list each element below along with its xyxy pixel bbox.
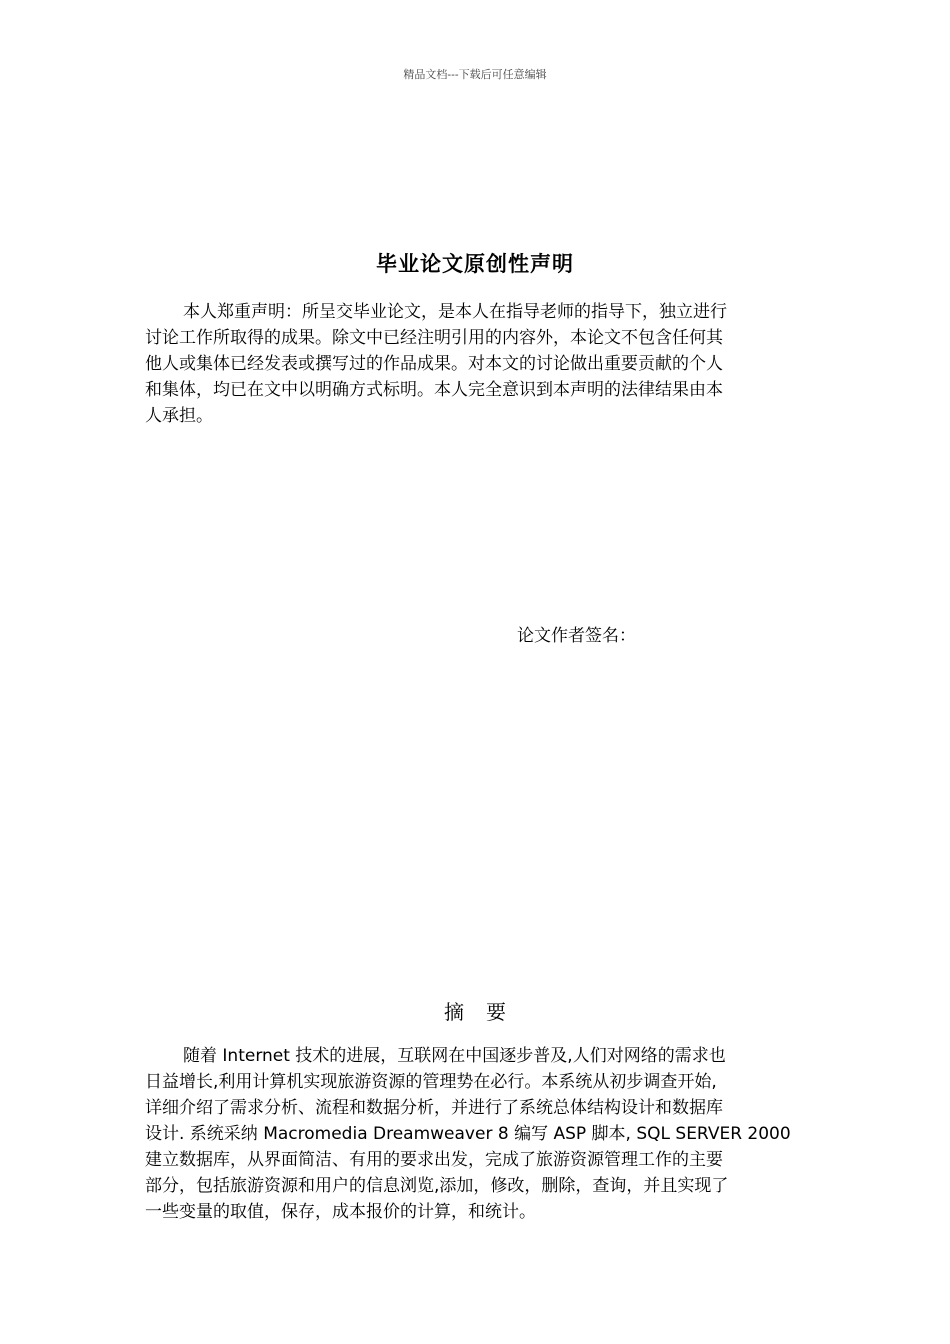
paragraph-line: 人承担。 — [145, 406, 213, 426]
signature-label: 论文作者签名： — [517, 626, 636, 646]
declaration-title: 毕业论文原创性声明 — [376, 252, 574, 276]
paragraph-line: 设计. 系统采纳 Macromedia Dreamweaver 8 编写 ASP 脚本, SQL SERVER 2000 — [145, 1124, 791, 1144]
paragraph-line: 随着 Internet 技术的进展，互联网在中国逐步普及,人们对网络的需求也 — [183, 1046, 726, 1066]
abstract-paragraph — [145, 1043, 807, 1225]
paragraph-line: 他人或集体已经发表或撰写过的作品成果。对本文的讨论做出重要贡献的个人 — [145, 354, 723, 374]
paragraph-line: 和集体，均已在文中以明确方式标明。本人完全意识到本声明的法律结果由本 — [145, 380, 723, 400]
paragraph-line: 一些变量的取值，保存，成本报价的计算，和统计。 — [145, 1202, 536, 1222]
header-note: 精品文档---下载后可任意编辑 — [403, 68, 547, 81]
paragraph-line: 建立数据库，从界面简洁、有用的要求出发，完成了旅游资源管理工作的主要 — [145, 1150, 723, 1170]
abstract-title: 摘要 — [444, 1000, 528, 1024]
paragraph-line: 本人郑重声明：所呈交毕业论文，是本人在指导老师的指导下，独立进行 — [183, 302, 727, 322]
paragraph-line: 部分，包括旅游资源和用户的信息浏览,添加，修改，删除，查询，并且实现了 — [145, 1176, 729, 1196]
paragraph-line: 日益增长,利用计算机实现旅游资源的管理势在必行。本系统从初步调查开始, — [145, 1072, 717, 1092]
paragraph-line: 讨论工作所取得的成果。除文中已经注明引用的内容外，本论文不包含任何其 — [145, 328, 723, 348]
declaration-paragraph — [145, 299, 807, 429]
paragraph-line: 详细介绍了需求分析、流程和数据分析，并进行了系统总体结构设计和数据库 — [145, 1098, 723, 1118]
